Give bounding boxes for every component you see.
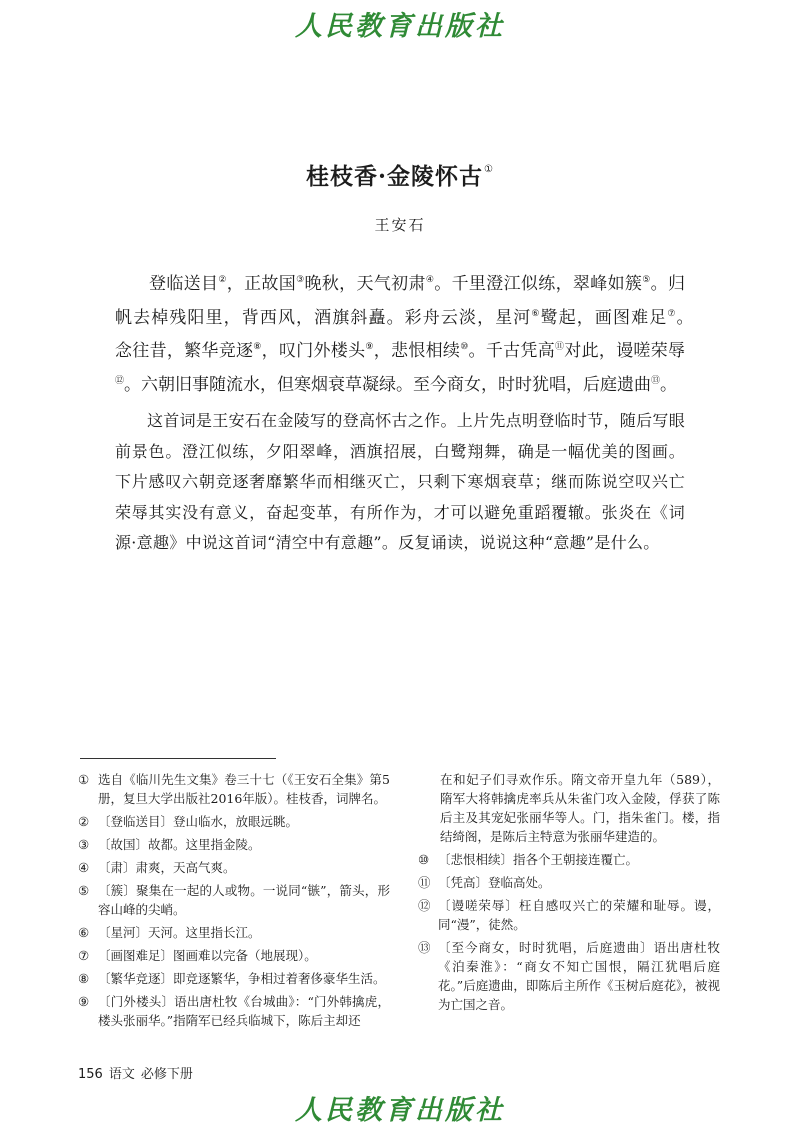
footnote-reference[interactable]: ⑫ xyxy=(115,375,125,386)
footnote-text: 〔故国〕故都。这里指金陵。 xyxy=(98,837,261,852)
footnote-item xyxy=(78,835,390,854)
book-name: 语文 xyxy=(108,1067,135,1082)
footnote-reference[interactable]: ⑨ xyxy=(365,342,374,352)
poem-text-segment: 鹭起，画图难足 xyxy=(540,307,668,328)
footnote-reference[interactable]: ⑩ xyxy=(460,342,469,352)
footnote-text: 〔簇〕聚集在一起的人或物。一说同“镞”，箭头，形容山峰的尖峭。 xyxy=(98,883,390,917)
footnote-text: 〔星河〕天河。这里指长江。 xyxy=(98,925,261,940)
poem-author: 王安石 xyxy=(374,216,426,234)
footnote-reference[interactable]: ⑤ xyxy=(642,275,651,285)
footnote-item xyxy=(418,850,720,869)
footnote-9-continuation xyxy=(418,770,720,846)
poem-paragraph xyxy=(115,266,720,400)
publisher-logo-bottom: 人民教育出版社 xyxy=(295,1095,505,1126)
footnote-number: ⑦ xyxy=(78,948,90,963)
footnote-item xyxy=(78,858,390,877)
poem-text-segment: 晚秋，天气初肃 xyxy=(304,274,426,294)
footnote-number: ⑬ xyxy=(418,940,431,955)
footnote-item xyxy=(418,938,720,1014)
footnote-number: ⑧ xyxy=(78,971,90,986)
footnotes-left-column xyxy=(78,770,390,1034)
footnote-number: ② xyxy=(78,814,90,829)
poem-text-segment: ，叹门外楼头 xyxy=(261,341,366,361)
footnote-reference[interactable]: ② xyxy=(218,275,227,285)
footnote-text: 〔登临送目〕登山临水，放眼远眺。 xyxy=(98,814,299,829)
footnote-number: ④ xyxy=(78,860,90,875)
poem-text-segment: 登临送目 xyxy=(149,274,219,294)
poem-text-segment: 。归帆去棹残阳里，背西风，酒旗斜矗。彩舟云淡，星河 xyxy=(115,274,686,328)
poem-text-segment: 。千古凭高 xyxy=(468,341,555,361)
footnote-number: ⑥ xyxy=(78,925,90,940)
page-footer xyxy=(78,1063,193,1082)
footnote-item xyxy=(78,969,390,988)
footnote-item xyxy=(78,946,390,965)
footnote-item xyxy=(418,896,720,934)
footnote-item xyxy=(78,992,390,1030)
footnote-text: 选自《临川先生文集》卷三十七（《王安石全集》第5册，复旦大学出版社2016年版）。桂枝香，词牌名。 xyxy=(98,772,390,806)
footnote-reference[interactable]: ⑧ xyxy=(253,342,262,352)
footnote-text: 〔至今商女，时时犹唱，后庭遗曲〕语出唐杜牧《泊秦淮》：“商女不知亡国恨，隔江犹唱后庭花。”后庭遗曲，即陈后主所作《玉树后庭花》，被视为亡国之音。 xyxy=(438,940,720,1012)
footnote-text: 〔凭高〕登临高处。 xyxy=(438,875,551,890)
poem-text-segment: ，正故国 xyxy=(226,274,297,294)
poem-text-segment: 。 念往昔，繁华竞逐 xyxy=(115,307,720,361)
poem-title-text: 桂枝香·金陵怀古 xyxy=(306,163,484,190)
footnote-number: ③ xyxy=(78,837,90,852)
footnote-text: 〔门外楼头〕语出唐杜牧《台城曲》：“门外韩擒虎，楼头张丽华。”指隋军已经兵临城下，陈后主却还 xyxy=(98,994,390,1028)
footnote-text: 〔悲恨相续〕指各个王朝接连覆亡。 xyxy=(438,852,639,867)
footnote-item xyxy=(78,770,390,808)
footnote-reference[interactable]: ④ xyxy=(425,275,435,285)
footnote-number: ① xyxy=(78,772,90,787)
poem-text-segment: 对此，谩嗟荣辱 xyxy=(564,341,686,361)
footnote-reference[interactable]: ③ xyxy=(296,275,305,285)
footnote-item xyxy=(78,923,390,942)
footnote-number: ⑪ xyxy=(418,875,431,890)
footnote-text: 〔画图难足〕图画难以完备（地展现）。 xyxy=(98,948,317,963)
footnote-text: 〔谩嗟荣辱〕枉自感叹兴亡的荣耀和耻辱。谩，同“漫”，徒然。 xyxy=(438,898,720,932)
page-number: 156 xyxy=(78,1067,103,1082)
poem-title xyxy=(0,158,800,191)
commentary-paragraph: 这首词是王安石在金陵写的登高怀古之作。上片先点明登临时节，随后写眼前景色。澄江似练，夕阳翠峰，酒旗招展，白鹭翔舞，确是一幅优美的图画。下片感叹六朝竞逐奢靡繁华而相继灭亡，只剩下寒烟衰草；继而陈说空叹兴亡荣辱其实没有意义，奋起变革，有所作为，才可以避免重蹈覆辙。张炎在《词源·意趣》中说这首词“清空中有意趣”。反复诵读，说说这种“意趣”是什么。 xyxy=(115,411,685,552)
poem-text-segment: ，悲恨相续 xyxy=(373,341,461,361)
footnote-number: ⑨ xyxy=(78,994,90,1009)
poem-body xyxy=(115,266,720,400)
footnote-reference[interactable]: ⑪ xyxy=(554,342,565,352)
footnote-text: 〔繁华竞逐〕即竞逐繁华，争相过着奢侈豪华生活。 xyxy=(98,971,386,986)
poem-text-segment: 。千里澄江似练，翠峰如簇 xyxy=(434,274,643,294)
footnote-text: 〔肃〕肃爽，天高气爽。 xyxy=(98,860,236,875)
footnote-divider xyxy=(80,758,276,759)
title-footnote-mark: ① xyxy=(484,164,494,175)
footnotes-right-column xyxy=(418,770,720,1018)
book-volume: 必修下册 xyxy=(140,1067,193,1082)
footnote-reference[interactable]: ⑬ xyxy=(651,375,661,386)
poem-text-segment: 。六朝旧事随流水，但寒烟衰草凝绿。至今商女，时时犹唱，后庭遗曲 xyxy=(124,374,652,395)
commentary xyxy=(115,406,685,559)
footnote-item xyxy=(78,881,390,919)
footnote-item xyxy=(418,873,720,892)
footnote-number: ⑩ xyxy=(418,852,430,867)
footnote-reference[interactable]: ⑥ xyxy=(531,308,541,319)
footnote-reference[interactable]: ⑦ xyxy=(667,308,677,319)
footnote-text: 在和妃子们寻欢作乐。隋文帝开皇九年（589），隋军大将韩擒虎率兵从朱雀门攻入金陵，俘获了陈后主及其宠妃张丽华等人。门，指朱雀门。楼，指结绮阁，是陈后主特意为张丽华建造的。 xyxy=(440,772,720,844)
footnote-number: ⑫ xyxy=(418,898,431,913)
publisher-logo-top: 人民教育出版社 xyxy=(295,11,505,42)
footnote-item xyxy=(78,812,390,831)
poem-text-segment: 。 xyxy=(660,374,678,395)
footnote-number: ⑤ xyxy=(78,883,90,898)
